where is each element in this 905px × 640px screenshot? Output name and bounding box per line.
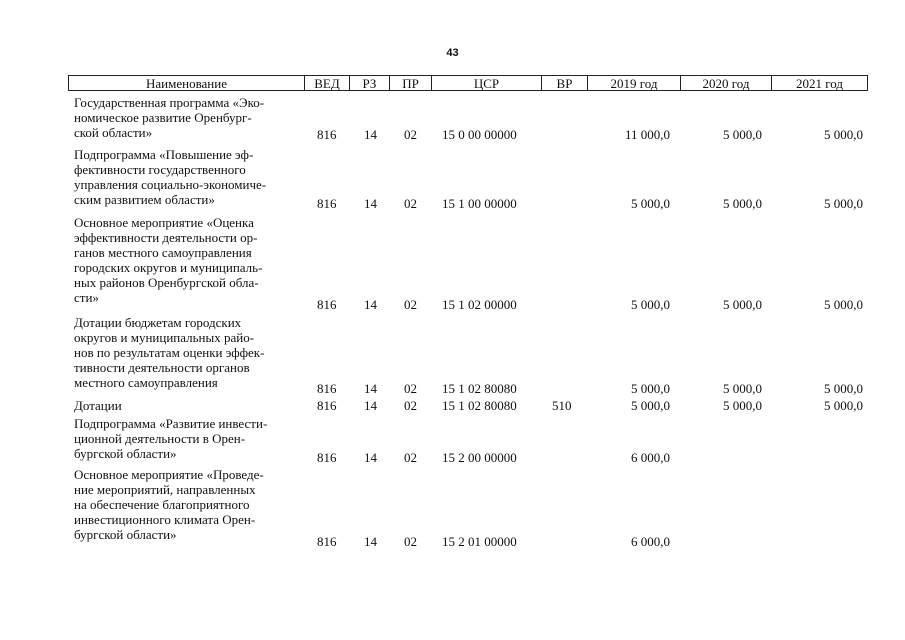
row-name-line: ционной деятельности в Орен-: [74, 431, 246, 446]
cell-pr: 02: [404, 127, 417, 142]
row-name-line: инвестиционного климата Орен-: [74, 512, 256, 527]
cell-2019: 5 000,0: [631, 381, 670, 396]
row-name-line: эффективности деятельности ор-: [74, 230, 258, 245]
cell-ved: 816: [317, 450, 337, 465]
row-name-line: бургской области»: [74, 446, 177, 461]
table-header: [68, 75, 868, 92]
col-header-pr: ПР: [389, 75, 432, 91]
row-name-line: местного самоуправления: [74, 375, 218, 390]
row-name: [74, 416, 299, 461]
row-name-line: номическое развитие Оренбург-: [74, 110, 252, 125]
col-header-rz: РЗ: [349, 75, 390, 91]
cell-2020: 5 000,0: [723, 297, 762, 312]
row-name-line: фективности государственного: [74, 162, 246, 177]
row-name-line: бургской области»: [74, 527, 177, 542]
cell-2021: 5 000,0: [824, 381, 863, 396]
row-name-line: округов и муниципальных райо-: [74, 330, 255, 345]
cell-pr: 02: [404, 381, 417, 396]
cell-rz: 14: [364, 398, 377, 413]
cell-2019: 11 000,0: [624, 127, 670, 142]
col-header-2020: 2020 год: [680, 75, 772, 91]
cell-2020: 5 000,0: [723, 127, 762, 142]
cell-rz: 14: [364, 297, 377, 312]
cell-2019: 6 000,0: [631, 450, 670, 465]
cell-csr: 15 2 00 00000: [442, 450, 517, 465]
row-name-line: Дотации бюджетам городских: [74, 315, 242, 330]
col-header-csr: ЦСР: [431, 75, 542, 91]
cell-csr: 15 1 02 80080: [442, 381, 517, 396]
cell-2019: 5 000,0: [631, 196, 670, 211]
row-name: [74, 398, 299, 413]
cell-csr: 15 1 00 00000: [442, 196, 517, 211]
cell-2021: 5 000,0: [824, 196, 863, 211]
cell-pr: 02: [404, 297, 417, 312]
cell-ved: 816: [317, 127, 337, 142]
row-name-line: Государственная программа «Эко-: [74, 95, 265, 110]
row-name: [74, 215, 299, 305]
row-name-line: Основное мероприятие «Проведе-: [74, 467, 264, 482]
row-name-line: городских округов и муниципаль-: [74, 260, 263, 275]
cell-rz: 14: [364, 534, 377, 549]
cell-ved: 816: [317, 398, 337, 413]
row-name-line: нов по результатам оценки эффек-: [74, 345, 265, 360]
page-number: 43: [446, 47, 459, 59]
cell-csr: 15 1 02 80080: [442, 398, 517, 413]
cell-2019: 6 000,0: [631, 534, 670, 549]
cell-2021: 5 000,0: [824, 398, 863, 413]
cell-2019: 5 000,0: [631, 297, 670, 312]
row-name-line: Основное мероприятие «Оценка: [74, 215, 254, 230]
row-name: [74, 315, 299, 390]
row-name-line: ским развитием области»: [74, 192, 215, 207]
row-name-line: тивности деятельности органов: [74, 360, 250, 375]
row-name-line: Подпрограмма «Развитие инвести-: [74, 416, 268, 431]
cell-ved: 816: [317, 381, 337, 396]
col-header-2021: 2021 год: [771, 75, 868, 91]
col-header-vr: ВР: [541, 75, 588, 91]
cell-2020: 5 000,0: [723, 381, 762, 396]
row-name-line: ние мероприятий, направленных: [74, 482, 256, 497]
col-header-ved: ВЕД: [304, 75, 350, 91]
row-name: [74, 147, 299, 207]
cell-pr: 02: [404, 450, 417, 465]
cell-rz: 14: [364, 450, 377, 465]
row-name-line: ганов местного самоуправления: [74, 245, 252, 260]
cell-csr: 15 2 01 00000: [442, 534, 517, 549]
cell-rz: 14: [364, 196, 377, 211]
row-name-line: управления социально-экономиче-: [74, 177, 267, 192]
col-header-name: Наименование: [68, 75, 305, 91]
row-name: [74, 95, 299, 140]
cell-ved: 816: [317, 297, 337, 312]
cell-2020: 5 000,0: [723, 398, 762, 413]
cell-ved: 816: [317, 196, 337, 211]
cell-2021: 5 000,0: [824, 297, 863, 312]
cell-csr: 15 1 02 00000: [442, 297, 517, 312]
cell-pr: 02: [404, 534, 417, 549]
cell-2019: 5 000,0: [631, 398, 670, 413]
cell-vr: 510: [552, 398, 572, 413]
row-name: [74, 467, 299, 542]
row-name-line: сти»: [74, 290, 99, 305]
cell-rz: 14: [364, 127, 377, 142]
row-name-line: ской области»: [74, 125, 153, 140]
row-name-line: Подпрограмма «Повышение эф-: [74, 147, 254, 162]
cell-2021: 5 000,0: [824, 127, 863, 142]
cell-ved: 816: [317, 534, 337, 549]
cell-csr: 15 0 00 00000: [442, 127, 517, 142]
row-name-line: ных районов Оренбургской обла-: [74, 275, 259, 290]
col-header-2019: 2019 год: [587, 75, 681, 91]
cell-pr: 02: [404, 196, 417, 211]
cell-2020: 5 000,0: [723, 196, 762, 211]
row-name-line: Дотации: [74, 398, 122, 413]
cell-rz: 14: [364, 381, 377, 396]
cell-pr: 02: [404, 398, 417, 413]
row-name-line: на обеспечение благоприятного: [74, 497, 250, 512]
